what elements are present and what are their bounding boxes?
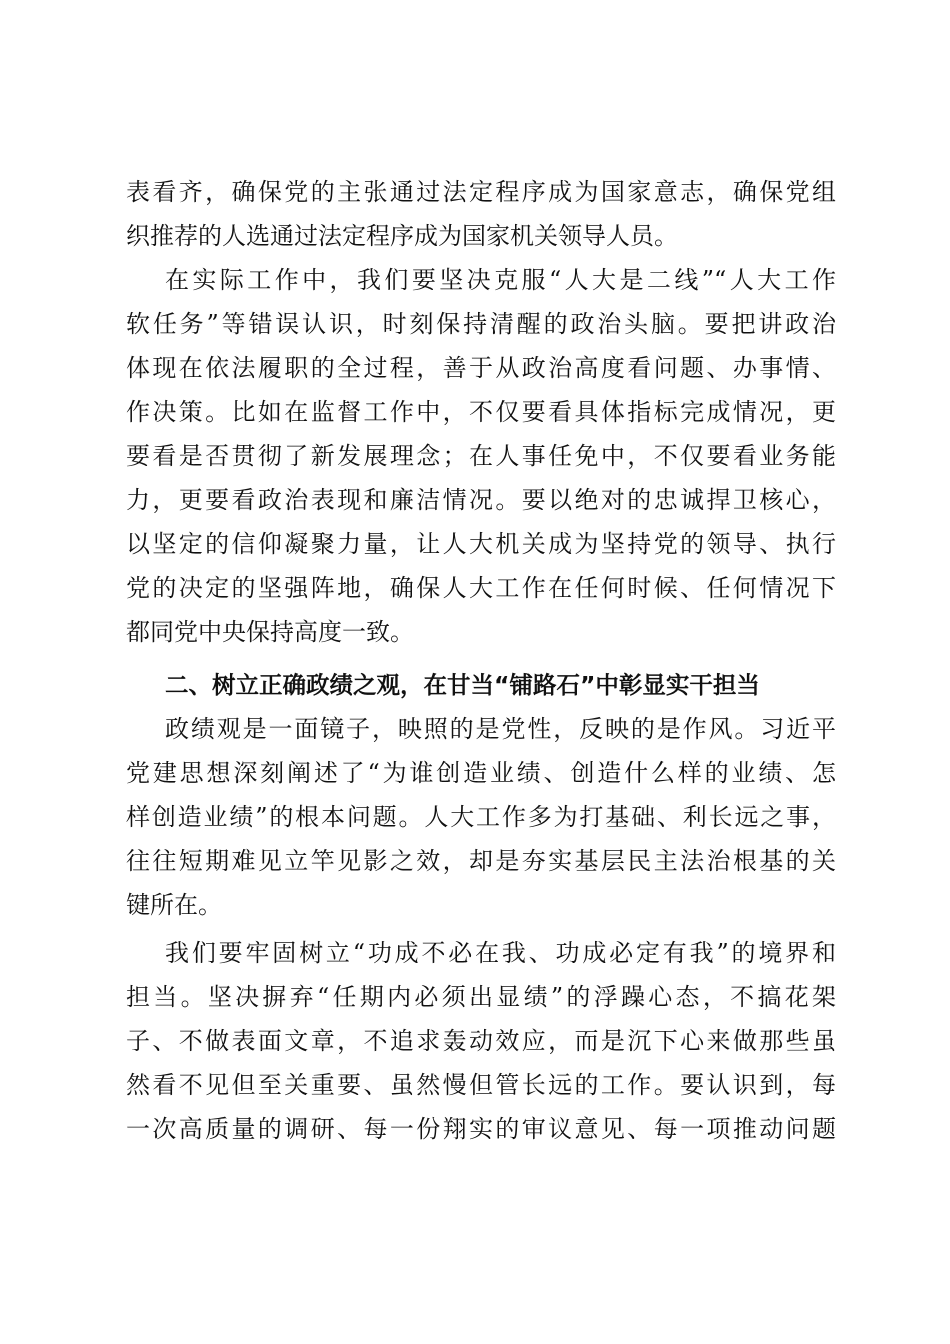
- para4-line-4: 然看不见但至关重要、虽然慢但管长远的工作。要认识到，每: [126, 1071, 836, 1099]
- para3-line-1: 政绩观是一面镜子，映照的是党性，反映的是作风。习近平: [165, 715, 836, 743]
- para2-line-3: 体现在依法履职的全过程，善于从政治高度看问题、办事情、: [126, 354, 836, 382]
- para2-line-9: 都同党中央保持高度一致。: [126, 618, 414, 646]
- para4-line-1: 我们要牢固树立“功成不必在我、功成必定有我”的境界和: [165, 939, 836, 967]
- para3-line-3: 样创造业绩”的根本问题。人大工作多为打基础、利长远之事，: [126, 803, 836, 831]
- para3-line-4: 往往短期难见立竿见影之效，却是夯实基层民主法治根基的关: [126, 847, 836, 875]
- para2-line-6: 力，更要看政治表现和廉洁情况。要以绝对的忠诚捍卫核心，: [126, 486, 836, 514]
- para2-line-2: 软任务”等错误认识，时刻保持清醒的政治头脑。要把讲政治: [126, 310, 836, 338]
- para3-line-5: 键所在。: [126, 891, 222, 919]
- para2-line-5: 要看是否贯彻了新发展理念；在人事任免中，不仅要看业务能: [126, 442, 836, 470]
- para2-line-4: 作决策。比如在监督工作中，不仅要看具体指标完成情况，更: [126, 398, 836, 426]
- para2-line-8: 党的决定的坚强阵地，确保人大工作在任何时候、任何情况下: [126, 574, 836, 602]
- para4-line-5: 一次高质量的调研、每一份翔实的审议意见、每一项推动问题: [126, 1115, 836, 1143]
- para1-line-2: 织推荐的人选通过法定程序成为国家机关领导人员。: [126, 222, 678, 250]
- para2-line-7: 以坚定的信仰凝聚力量，让人大机关成为坚持党的领导、执行: [126, 530, 836, 558]
- para3-line-2: 党建思想深刻阐述了“为谁创造业绩、创造什么样的业绩、怎: [126, 759, 836, 787]
- para2-line-1: 在实际工作中，我们要坚决克服“人大是二线”“人大工作: [165, 266, 836, 294]
- section-heading-2: 二、树立正确政绩之观，在甘当“铺路石”中彰显实干担当: [165, 671, 760, 699]
- para4-line-3: 子、不做表面文章，不追求轰动效应，而是沉下心来做那些虽: [126, 1027, 836, 1055]
- para4-line-2: 担当。坚决摒弃“任期内必须出显绩”的浮躁心态，不搞花架: [126, 983, 836, 1011]
- para1-line-1: 表看齐，确保党的主张通过法定程序成为国家意志，确保党组: [126, 178, 836, 206]
